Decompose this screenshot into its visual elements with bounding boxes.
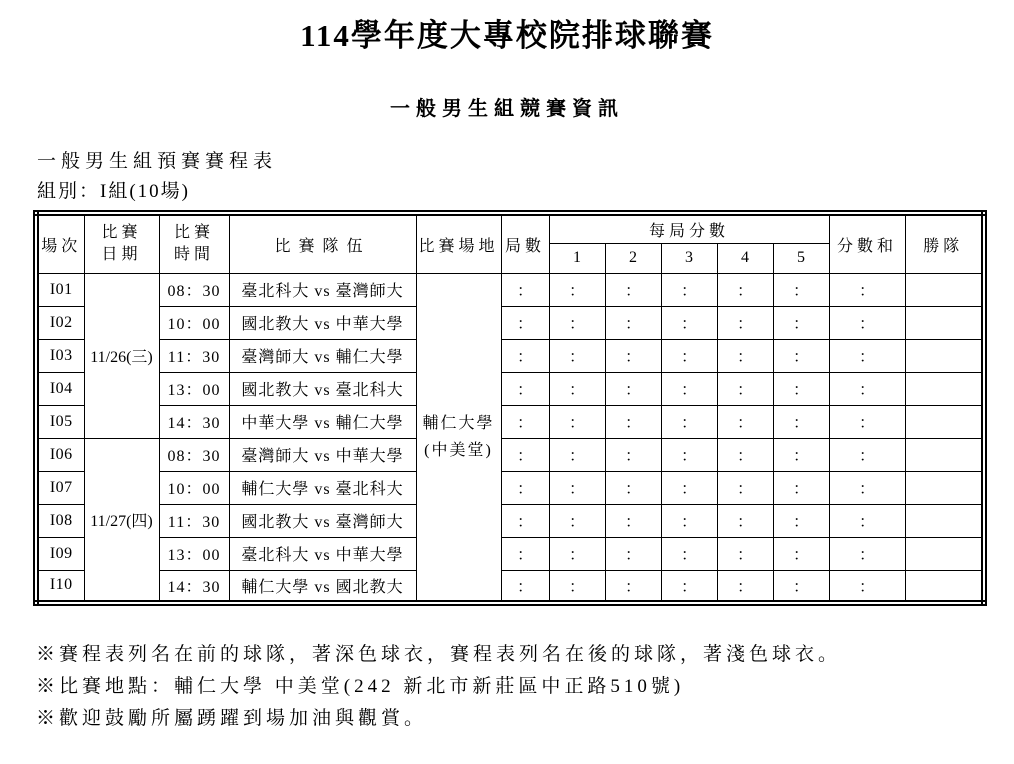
venue-cell [416, 273, 501, 603]
sets-cell: ： [501, 438, 549, 471]
table-row-i04 [36, 372, 984, 405]
match-id-cell: I03 [36, 339, 84, 372]
score-sum-cell: ： [829, 372, 905, 405]
col-header-set-3: 3 [661, 243, 717, 273]
sets-cell: ： [501, 306, 549, 339]
set2-score-cell: ： [605, 405, 661, 438]
set2-score-cell: ： [605, 570, 661, 603]
set4-score-cell: ： [717, 372, 773, 405]
col-header-time-line2: 時間 [173, 246, 214, 264]
sets-cell: ： [501, 570, 549, 603]
set2-score-cell: ： [605, 372, 661, 405]
page-title: 114學年度大專校院排球聯賽 [300, 18, 714, 53]
set5-score-cell: ： [773, 372, 829, 405]
set4-score-cell: ： [717, 438, 773, 471]
col-header-set-1: 1 [549, 243, 605, 273]
set5-score-cell: ： [773, 438, 829, 471]
time-cell: 13：00 [159, 372, 229, 405]
col-header-per-set-scores: 每局分數 [549, 213, 829, 243]
col-header-sets: 局數 [501, 213, 549, 273]
set2-score-cell: ： [605, 339, 661, 372]
score-sum-cell: ： [829, 504, 905, 537]
score-sum-cell: ： [829, 339, 905, 372]
set1-score-cell: ： [549, 405, 605, 438]
footnotes [0, 606, 1014, 735]
set5-score-cell: ： [773, 306, 829, 339]
table-row-i01 [36, 273, 984, 306]
set4-score-cell: ： [717, 504, 773, 537]
schedule-table [33, 210, 987, 606]
time-cell: 13：00 [159, 537, 229, 570]
sets-cell: ： [501, 537, 549, 570]
time-cell: 10：00 [159, 471, 229, 504]
sets-cell: ： [501, 372, 549, 405]
set1-score-cell: ： [549, 306, 605, 339]
table-row-i05 [36, 405, 984, 438]
score-sum-cell: ： [829, 273, 905, 306]
set4-score-cell: ： [717, 471, 773, 504]
set3-score-cell: ： [661, 372, 717, 405]
time-cell: 14：30 [159, 570, 229, 603]
set2-score-cell: ： [605, 273, 661, 306]
teams-cell: 輔仁大學 vs 臺北科大 [229, 471, 416, 504]
teams-cell: 國北教大 vs 臺灣師大 [229, 504, 416, 537]
table-row-i08 [36, 504, 984, 537]
set5-score-cell: ： [773, 339, 829, 372]
set4-score-cell: ： [717, 273, 773, 306]
teams-cell: 臺北科大 vs 中華大學 [229, 537, 416, 570]
score-sum-cell: ： [829, 570, 905, 603]
score-sum-cell: ： [829, 306, 905, 339]
set3-score-cell: ： [661, 306, 717, 339]
time-cell: 10：00 [159, 306, 229, 339]
col-header-match: 場次 [36, 213, 84, 273]
table-row-i09 [36, 537, 984, 570]
page-subtitle: 一般男生組競賽資訊 [390, 98, 624, 120]
set3-score-cell: ： [661, 471, 717, 504]
sets-cell: ： [501, 273, 549, 306]
sets-cell: ： [501, 339, 549, 372]
set3-score-cell: ： [661, 504, 717, 537]
match-id-cell: I10 [36, 570, 84, 603]
match-id-cell: I06 [36, 438, 84, 471]
winner-cell [905, 537, 984, 570]
time-cell: 08：30 [159, 273, 229, 306]
set4-score-cell: ： [717, 537, 773, 570]
teams-cell: 國北教大 vs 中華大學 [229, 306, 416, 339]
winner-cell [905, 570, 984, 603]
set1-score-cell: ： [549, 438, 605, 471]
table-row-i06 [36, 438, 984, 471]
set5-score-cell: ： [773, 537, 829, 570]
col-header-time-line1: 比賽 [173, 224, 214, 242]
group-label: 組別：I組(10場) [37, 181, 190, 202]
table-row-i02 [36, 306, 984, 339]
score-sum-cell: ： [829, 405, 905, 438]
set3-score-cell: ： [661, 405, 717, 438]
set5-score-cell: ： [773, 570, 829, 603]
col-header-date [84, 213, 159, 273]
col-header-winner: 勝隊 [905, 213, 984, 273]
winner-cell [905, 273, 984, 306]
sets-cell: ： [501, 504, 549, 537]
date-cell-group1: 11/26(三) [84, 273, 159, 438]
sets-cell: ： [501, 471, 549, 504]
teams-cell: 臺北科大 vs 臺灣師大 [229, 273, 416, 306]
col-header-date-line2: 日期 [101, 246, 142, 264]
set2-score-cell: ： [605, 438, 661, 471]
set5-score-cell: ： [773, 471, 829, 504]
set1-score-cell: ： [549, 471, 605, 504]
set3-score-cell: ： [661, 273, 717, 306]
note-location: ※比賽地點：輔仁大學 中美堂(242 新北市新莊區中正路510號) [36, 676, 685, 697]
teams-cell: 臺灣師大 vs 中華大學 [229, 438, 416, 471]
score-sum-cell: ： [829, 438, 905, 471]
score-sum-cell: ： [829, 537, 905, 570]
teams-cell: 臺灣師大 vs 輔仁大學 [229, 339, 416, 372]
set2-score-cell: ： [605, 471, 661, 504]
table-row-i07 [36, 471, 984, 504]
table-row-i10 [36, 570, 984, 603]
venue-line1: 輔仁大學 [422, 414, 495, 432]
match-id-cell: I07 [36, 471, 84, 504]
set1-score-cell: ： [549, 570, 605, 603]
set3-score-cell: ： [661, 570, 717, 603]
winner-cell [905, 405, 984, 438]
winner-cell [905, 471, 984, 504]
set4-score-cell: ： [717, 405, 773, 438]
match-id-cell: I02 [36, 306, 84, 339]
set3-score-cell: ： [661, 537, 717, 570]
time-cell: 11：30 [159, 504, 229, 537]
sets-cell: ： [501, 405, 549, 438]
set1-score-cell: ： [549, 273, 605, 306]
note-welcome: ※歡迎鼓勵所屬踴躍到場加油與觀賞。 [36, 708, 428, 729]
match-id-cell: I04 [36, 372, 84, 405]
set4-score-cell: ： [717, 339, 773, 372]
teams-cell: 輔仁大學 vs 國北教大 [229, 570, 416, 603]
set1-score-cell: ： [549, 339, 605, 372]
schedule-label: 一般男生組預賽賽程表 [37, 151, 278, 172]
time-cell: 08：30 [159, 438, 229, 471]
set4-score-cell: ： [717, 306, 773, 339]
col-header-score-sum: 分數和 [829, 213, 905, 273]
match-id-cell: I01 [36, 273, 84, 306]
set1-score-cell: ： [549, 537, 605, 570]
set3-score-cell: ： [661, 438, 717, 471]
match-id-cell: I08 [36, 504, 84, 537]
score-sum-cell: ： [829, 471, 905, 504]
col-header-set-2: 2 [605, 243, 661, 273]
match-id-cell: I05 [36, 405, 84, 438]
set5-score-cell: ： [773, 405, 829, 438]
col-header-venue: 比賽場地 [416, 213, 501, 273]
col-header-date-line1: 比賽 [101, 224, 142, 242]
set1-score-cell: ： [549, 504, 605, 537]
set2-score-cell: ： [605, 537, 661, 570]
table-row-i03 [36, 339, 984, 372]
teams-cell: 國北教大 vs 臺北科大 [229, 372, 416, 405]
winner-cell [905, 438, 984, 471]
venue-line2: (中美堂) [424, 441, 493, 459]
set2-score-cell: ： [605, 306, 661, 339]
winner-cell [905, 339, 984, 372]
match-id-cell: I09 [36, 537, 84, 570]
col-header-teams: 比賽隊伍 [229, 213, 416, 273]
set5-score-cell: ： [773, 504, 829, 537]
note-uniform: ※賽程表列名在前的球隊，著深色球衣，賽程表列名在後的球隊，著淺色球衣。 [36, 644, 842, 665]
winner-cell [905, 306, 984, 339]
winner-cell [905, 372, 984, 405]
set1-score-cell: ： [549, 372, 605, 405]
set2-score-cell: ： [605, 504, 661, 537]
col-header-set-4: 4 [717, 243, 773, 273]
set4-score-cell: ： [717, 570, 773, 603]
teams-cell: 中華大學 vs 輔仁大學 [229, 405, 416, 438]
winner-cell [905, 504, 984, 537]
date-cell-group2: 11/27(四) [84, 438, 159, 603]
set5-score-cell: ： [773, 273, 829, 306]
header-row-top [36, 213, 984, 243]
set3-score-cell: ： [661, 339, 717, 372]
col-header-set-5: 5 [773, 243, 829, 273]
time-cell: 14：30 [159, 405, 229, 438]
time-cell: 11：30 [159, 339, 229, 372]
col-header-time [159, 213, 229, 273]
